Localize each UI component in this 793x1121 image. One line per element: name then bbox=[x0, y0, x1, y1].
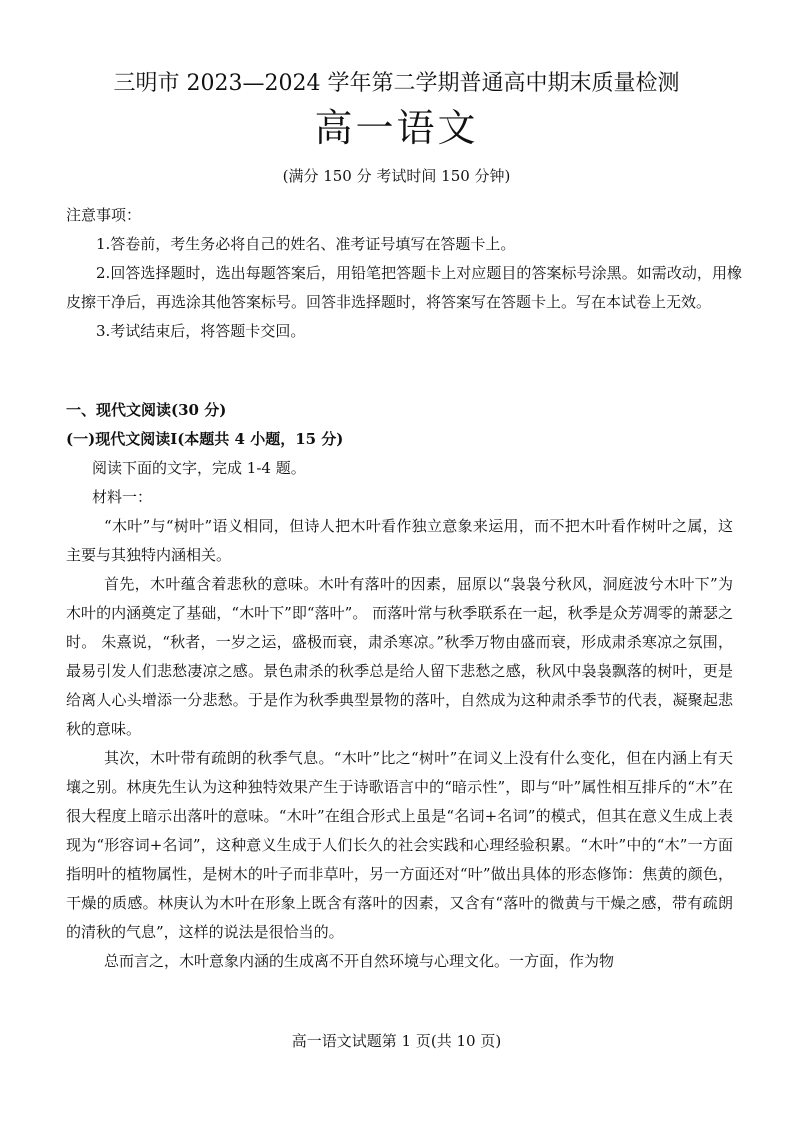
section-modern-reading bbox=[66, 396, 733, 976]
passage-paragraph-3: 其次，木叶带有疏朗的秋季气息。“木叶”比之“树叶”在词义上没有什么变化，但在内涵上有天壤之别。林庚先生认为这种独特效果产生于诗歌语言中的“暗示性”，即与“叶”属性相互排斥的“木”在很大程度上暗示出落叶的意味。“木叶”在组合形式上虽是“名词+名词”的模式，但其在意义生成上表现为“形容词+名词”，这种意义生成于人们长久的社会实践和心理经验积累。“木叶”中的“木”一方面指明叶的植物属性，是树木的叶子而非草叶，另一方面还对“叶”做出具体的形态修饰：焦黄的颜色，干燥的质感。林庚认为木叶在形象上既含有落叶的因素，又含有“落叶的微黄与干燥之感，带有疏朗的清秋的气息”，这样的说法是很恰当的。 bbox=[66, 749, 733, 941]
passage-paragraph-4: 总而言之，木叶意象内涵的生成离不开自然环境与心理文化。一方面，作为物 bbox=[104, 952, 615, 970]
notices-title: 注意事项： bbox=[66, 206, 142, 224]
material-label: 材料一： bbox=[92, 488, 153, 506]
notice-item-1: 1.答卷前，考生务必将自己的姓名、准考证号填写在答题卡上。 bbox=[96, 235, 516, 253]
page-footer: 高一语文试题第 1 页(共 10 页) bbox=[291, 1032, 502, 1050]
passage-paragraph-2: 首先，木叶蕴含着悲秋的意味。木叶有落叶的因素，屈原以“袅袅兮秋风，洞庭波兮木叶下”为木叶的内涵奠定了基础，“木叶下”即“落叶”。 而落叶常与秋季联系在一起，秋季是众芳凋零的萧瑟之时。 朱熹说，“秋者，一岁之运，盛极而衰，肃杀寒凉。”秋季万物由盛而衰，形成肃杀寒凉之氛围，最易引发人们悲愁凄凉之感。景色肃杀的秋季总是给人留下悲愁之感，秋风中袅袅飘落的树叶，更是给离人心头增添一分悲愁。于是作为秋季典型景物的落叶，自然成为这种肃杀季节的代表，凝聚起悲秋的意味。 bbox=[66, 575, 733, 738]
passage-paragraph-1: “木叶”与“树叶”语义相同，但诗人把木叶看作独立意象来运用，而不把木叶看作树叶之属，这主要与其独特内涵相关。 bbox=[66, 517, 733, 564]
section-heading: 一、现代文阅读(30 分) bbox=[66, 401, 227, 419]
subsection-heading: (一)现代文阅读Ⅰ(本题共 4 小题，15 分) bbox=[66, 430, 344, 448]
page-title: 高一语文 bbox=[314, 106, 479, 150]
exam-title: 三明市 2023—2024 学年第二学期普通高中期末质量检测 bbox=[113, 71, 680, 96]
notices-block bbox=[66, 201, 742, 346]
notice-item-3: 3.考试结束后，将答题卡交回。 bbox=[96, 322, 306, 340]
exam-meta: (满分 150 分 考试时间 150 分钟) bbox=[282, 167, 511, 185]
notice-item-2: 2.回答选择题时，选出每题答案后，用铅笔把答题卡上对应题目的答案标号涂黑。如需改动，用橡皮擦干净后，再选涂其他答案标号。回答非选择题时，将答案写在答题卡上。写在本试卷上无效。 bbox=[66, 264, 742, 311]
reading-instruction: 阅读下面的文字，完成 1-4 题。 bbox=[92, 459, 306, 477]
